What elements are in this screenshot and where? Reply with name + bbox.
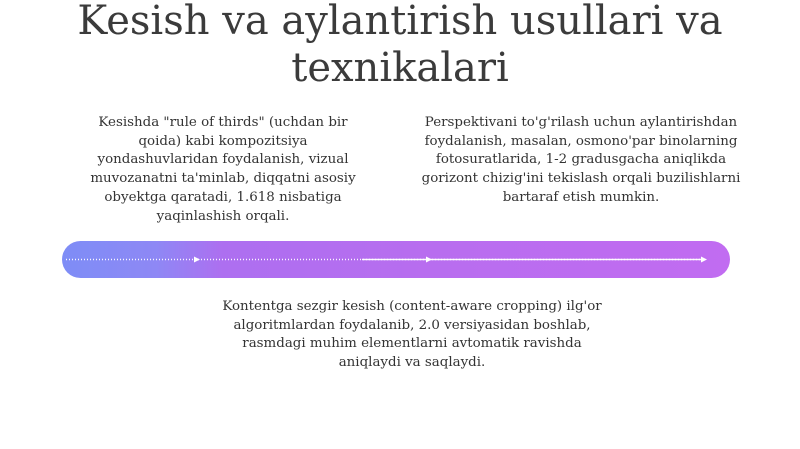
arrow-right-icon (194, 257, 200, 263)
timeline-bar (62, 241, 730, 278)
text-block-right: Perspektivani to'g'rilash uchun aylantirishdan foydalanish, masalan, osmono'par binolarning fotosuratlarida, 1-2 gradusgacha aniqlikda gorizont chizig'ini tekislash orqali buzilishlarni bartaraf etish mumkin. (421, 115, 741, 205)
timeline-track (62, 241, 730, 278)
text-block-left: Kesishda "rule of thirds" (uchdan bir qoida) kabi kompozitsiya yondashuvlaridan foydalanish, vizual muvozanatni ta'minlab, diqqatni asosiy obyektga qaratadi, 1.618 nisbatiga yaqinlashish orqali. (90, 115, 356, 224)
arrow-right-icon (426, 257, 432, 263)
text-block-bottom: Kontentga sezgir kesish (content-aware cropping) ilg'or algoritmlardan foydalanib, 2.0 versiyasidan boshlab, rasmdagi muhim elementlarni avtomatik ravishda aniqlaydi va saqlaydi. (222, 299, 602, 371)
slide-title: Kesish va aylantirish usullari va texnikalari (77, 0, 723, 91)
arrow-right-icon (701, 257, 707, 263)
